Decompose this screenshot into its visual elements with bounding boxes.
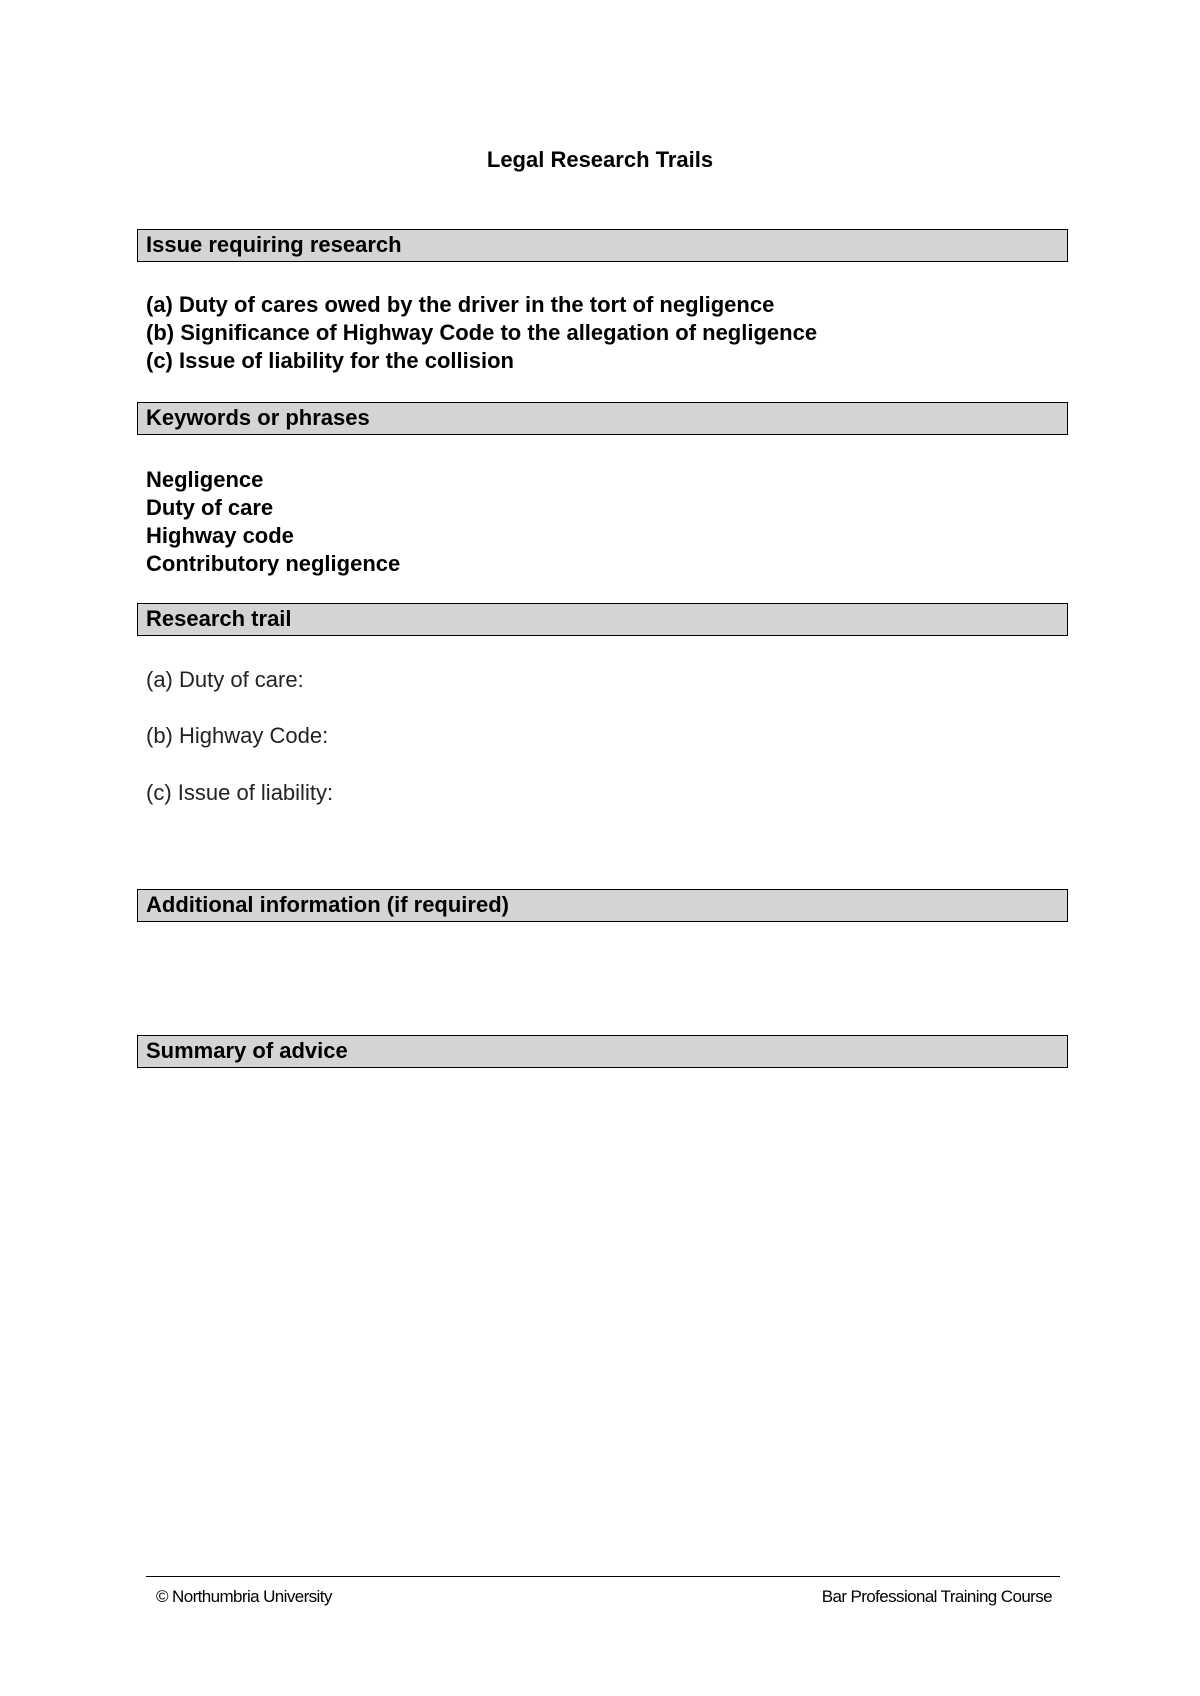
keywords-list	[146, 466, 400, 578]
trail-item-duty-of-care: (a) Duty of care:	[146, 667, 304, 692]
issue-item-b: (b) Significance of Highway Code to the allegation of negligence	[146, 320, 818, 345]
section-header-summary: Summary of advice	[137, 1035, 1068, 1068]
page-title: Legal Research Trails	[486, 147, 714, 172]
issue-list	[146, 291, 817, 375]
section-header-research-trail: Research trail	[137, 603, 1068, 636]
section-header-keywords: Keywords or phrases	[137, 402, 1068, 435]
keyword-item: Highway code	[146, 523, 294, 548]
keyword-item: Negligence	[146, 467, 264, 492]
keyword-item: Duty of care	[146, 495, 274, 520]
footer-course-name: Bar Professional Training Course	[821, 1587, 1052, 1606]
keyword-item: Contributory negligence	[146, 551, 401, 576]
footer-divider	[146, 1576, 1060, 1577]
footer-copyright: © Northumbria University	[156, 1587, 332, 1606]
issue-item-c: (c) Issue of liability for the collision	[146, 348, 514, 373]
section-header-issue: Issue requiring research	[137, 229, 1068, 262]
trail-item-liability: (c) Issue of liability:	[146, 780, 334, 805]
issue-item-a: (a) Duty of cares owed by the driver in the tort of negligence	[146, 292, 775, 317]
trail-item-highway-code: (b) Highway Code:	[146, 723, 329, 748]
section-header-additional-info: Additional information (if required)	[137, 889, 1068, 922]
